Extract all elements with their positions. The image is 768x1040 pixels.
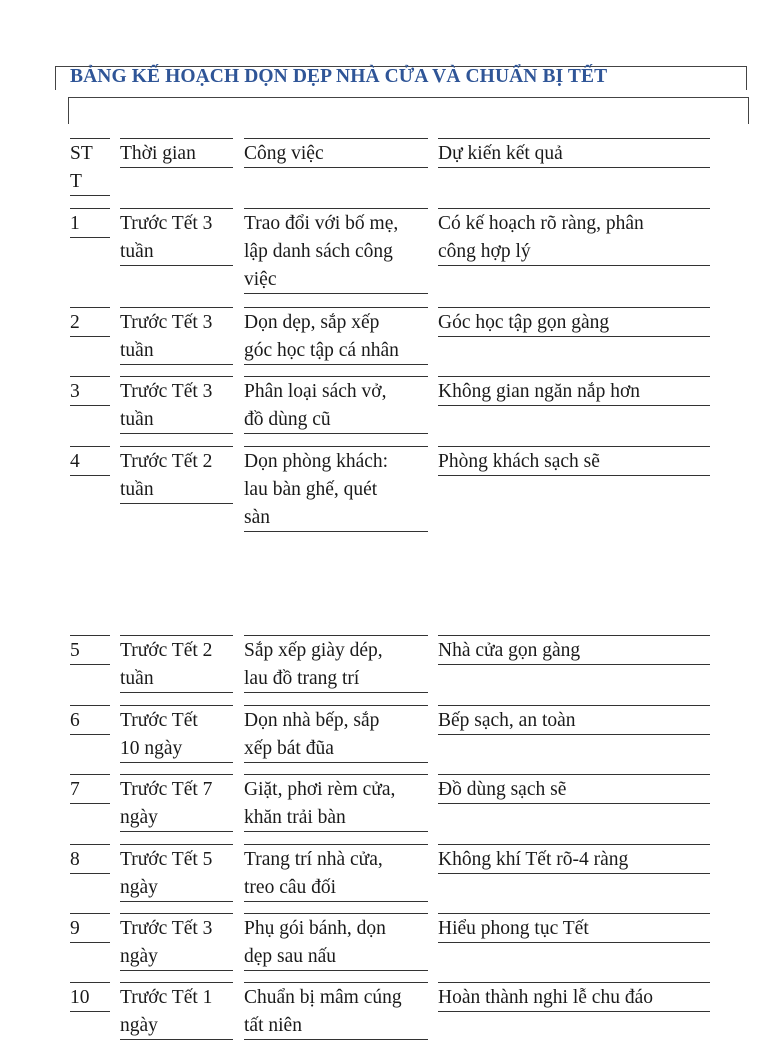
document-title: BẢNG KẾ HOẠCH DỌN DẸP NHÀ CỬA VÀ CHUẨN BỊ TẾT [70, 66, 608, 87]
table-row-result-cell [438, 774, 710, 804]
table-row-time-text: tuần [120, 664, 233, 693]
table-row-time-cell [120, 774, 233, 832]
table-row-time-text: ngày [120, 873, 233, 902]
table-row-stt-text: 5 [70, 635, 110, 665]
table-row-result-text: Không gian ngăn nắp hơn [438, 376, 710, 406]
header-stt-text: ST [70, 138, 110, 167]
table-row-stt-text: 6 [70, 705, 110, 735]
table-row-task-text: lập danh sách công [244, 241, 393, 262]
table-row-result-text: Hoàn thành nghi lễ chu đáo [438, 982, 710, 1012]
table-row-task-text: tất niên [244, 1011, 428, 1040]
table-row-task-cell [244, 774, 428, 832]
table-row-task-text: việc [244, 265, 428, 294]
table-row-task-text: Dọn dẹp, sắp xếp [244, 307, 428, 336]
table-row-task-text: Trao đổi với bố mẹ, [244, 208, 428, 237]
table-row-task-text: góc học tập cá nhân [244, 336, 428, 365]
table-row-task-cell [244, 705, 428, 763]
table-row-result-text: Không khí Tết rõ-4 ràng [438, 844, 710, 874]
table-row-task-text: sàn [244, 503, 428, 532]
table-row-result-text: Có kế hoạch rõ ràng, phân [438, 208, 710, 237]
table-row-result-cell [438, 705, 710, 735]
table-row-time-cell [120, 446, 233, 504]
header-result-cell [438, 138, 710, 168]
table-row-time-text: ngày [120, 1011, 233, 1040]
table-row-stt-text: 3 [70, 376, 110, 406]
table-row-stt-text: 9 [70, 913, 110, 943]
table-row-task-text: Trang trí nhà cửa, [244, 844, 428, 873]
table-row-time-cell [120, 844, 233, 902]
table-row-result-text: Đồ dùng sạch sẽ [438, 774, 710, 804]
table-row-time-cell [120, 208, 233, 266]
table-row-stt-cell [70, 774, 110, 804]
table-row-task-text: treo câu đối [244, 873, 428, 902]
header-task-text: Công việc [244, 138, 428, 168]
table-row-result-text: Bếp sạch, an toàn [438, 705, 710, 735]
table-row-result-text: Hiểu phong tục Tết [438, 913, 710, 943]
table-row-result-cell [438, 635, 710, 665]
table-row-stt-cell [70, 982, 110, 1012]
table-row-time-text: tuần [120, 336, 233, 365]
table-row-time-text: Trước Tết 7 [120, 774, 233, 803]
table-row-task-text: dẹp sau nấu [244, 942, 428, 971]
table-row-time-text: Trước Tết 2 [120, 635, 233, 664]
table-row-result-text: Góc học tập gọn gàng [438, 307, 710, 337]
table-row-task-text: Chuẩn bị mâm cúng [244, 982, 428, 1011]
table-row-result-cell [438, 376, 710, 406]
table-row-time-text: Trước Tết 5 [120, 844, 233, 873]
table-row-time-cell [120, 376, 233, 434]
table-row-time-text: ngày [120, 803, 233, 832]
header-result-text: Dự kiến kết quả [438, 138, 710, 168]
table-row-task-cell [244, 446, 428, 532]
table-row-stt-text: 10 [70, 982, 110, 1012]
table-row-time-text: ngày [120, 942, 233, 971]
table-row-time-text: tuần [120, 237, 233, 266]
table-row-time-cell [120, 635, 233, 693]
table-row-task-text: khăn trải bàn [244, 803, 428, 832]
table-row-task-cell [244, 844, 428, 902]
table-row-result-text: Phòng khách sạch sẽ [438, 446, 710, 476]
table-row-task-text: Phân loại sách vở, [244, 376, 428, 405]
table-row-task-cell [244, 982, 428, 1040]
header-time-cell [120, 138, 233, 168]
table-row-stt-cell [70, 705, 110, 735]
table-row-time-text: tuần [120, 405, 233, 434]
table-row-task-text: lau bàn ghế, quét [244, 479, 378, 500]
table-row-time-text: Trước Tết [120, 705, 233, 734]
table-row-task-text: Dọn nhà bếp, sắp [244, 705, 428, 734]
table-row-result-text: công hợp lý [438, 237, 710, 266]
table-row-stt-text: 4 [70, 446, 110, 476]
table-row-task-text: Giặt, phơi rèm cửa, [244, 774, 428, 803]
table-row-time-cell [120, 307, 233, 365]
table-row-result-cell [438, 913, 710, 943]
table-row-time-cell [120, 982, 233, 1040]
subtitle-frame [68, 97, 749, 124]
table-row-time-text: Trước Tết 3 [120, 208, 233, 237]
table-row-task-text: Sắp xếp giày dép, [244, 635, 428, 664]
table-row-time-cell [120, 913, 233, 971]
table-row-stt-text: 2 [70, 307, 110, 337]
table-row-stt-cell [70, 208, 110, 238]
table-row-result-cell [438, 844, 710, 874]
table-row-task-text: đồ dùng cũ [244, 405, 428, 434]
table-row-stt-cell [70, 913, 110, 943]
table-row-time-text: 10 ngày [120, 734, 233, 763]
table-row-time-text: tuần [120, 475, 233, 504]
table-row-time-text: Trước Tết 1 [120, 982, 233, 1011]
table-row-time-text: Trước Tết 3 [120, 913, 233, 942]
table-row-task-text: xếp bát đũa [244, 734, 428, 763]
header-stt-text: T [70, 167, 110, 196]
table-row-stt-cell [70, 376, 110, 406]
table-row-task-cell [244, 635, 428, 693]
table-row-task-text: Phụ gói bánh, dọn [244, 913, 428, 942]
table-row-time-text: Trước Tết 2 [120, 446, 233, 475]
table-row-time-text: Trước Tết 3 [120, 307, 233, 336]
table-row-result-cell [438, 982, 710, 1012]
table-row-task-text: Dọn phòng khách: [244, 446, 428, 475]
table-row-stt-text: 8 [70, 844, 110, 874]
table-row-stt-cell [70, 635, 110, 665]
table-row-result-cell [438, 208, 710, 266]
table-row-result-cell [438, 446, 710, 476]
table-row-stt-cell [70, 307, 110, 337]
table-row-result-text: Nhà cửa gọn gàng [438, 635, 710, 665]
table-row-result-cell [438, 307, 710, 337]
table-row-stt-cell [70, 844, 110, 874]
table-row-stt-cell [70, 446, 110, 476]
table-row-task-cell [244, 376, 428, 434]
table-row-stt-text: 1 [70, 208, 110, 238]
header-time-text: Thời gian [120, 138, 233, 168]
table-row-task-cell [244, 307, 428, 365]
table-row-stt-text: 7 [70, 774, 110, 804]
table-row-task-cell [244, 913, 428, 971]
table-row-time-text: Trước Tết 3 [120, 376, 233, 405]
header-stt-cell [70, 138, 110, 196]
table-row-task-cell [244, 208, 428, 294]
table-row-task-text: lau đồ trang trí [244, 664, 428, 693]
header-task-cell [244, 138, 428, 168]
table-row-time-cell [120, 705, 233, 763]
